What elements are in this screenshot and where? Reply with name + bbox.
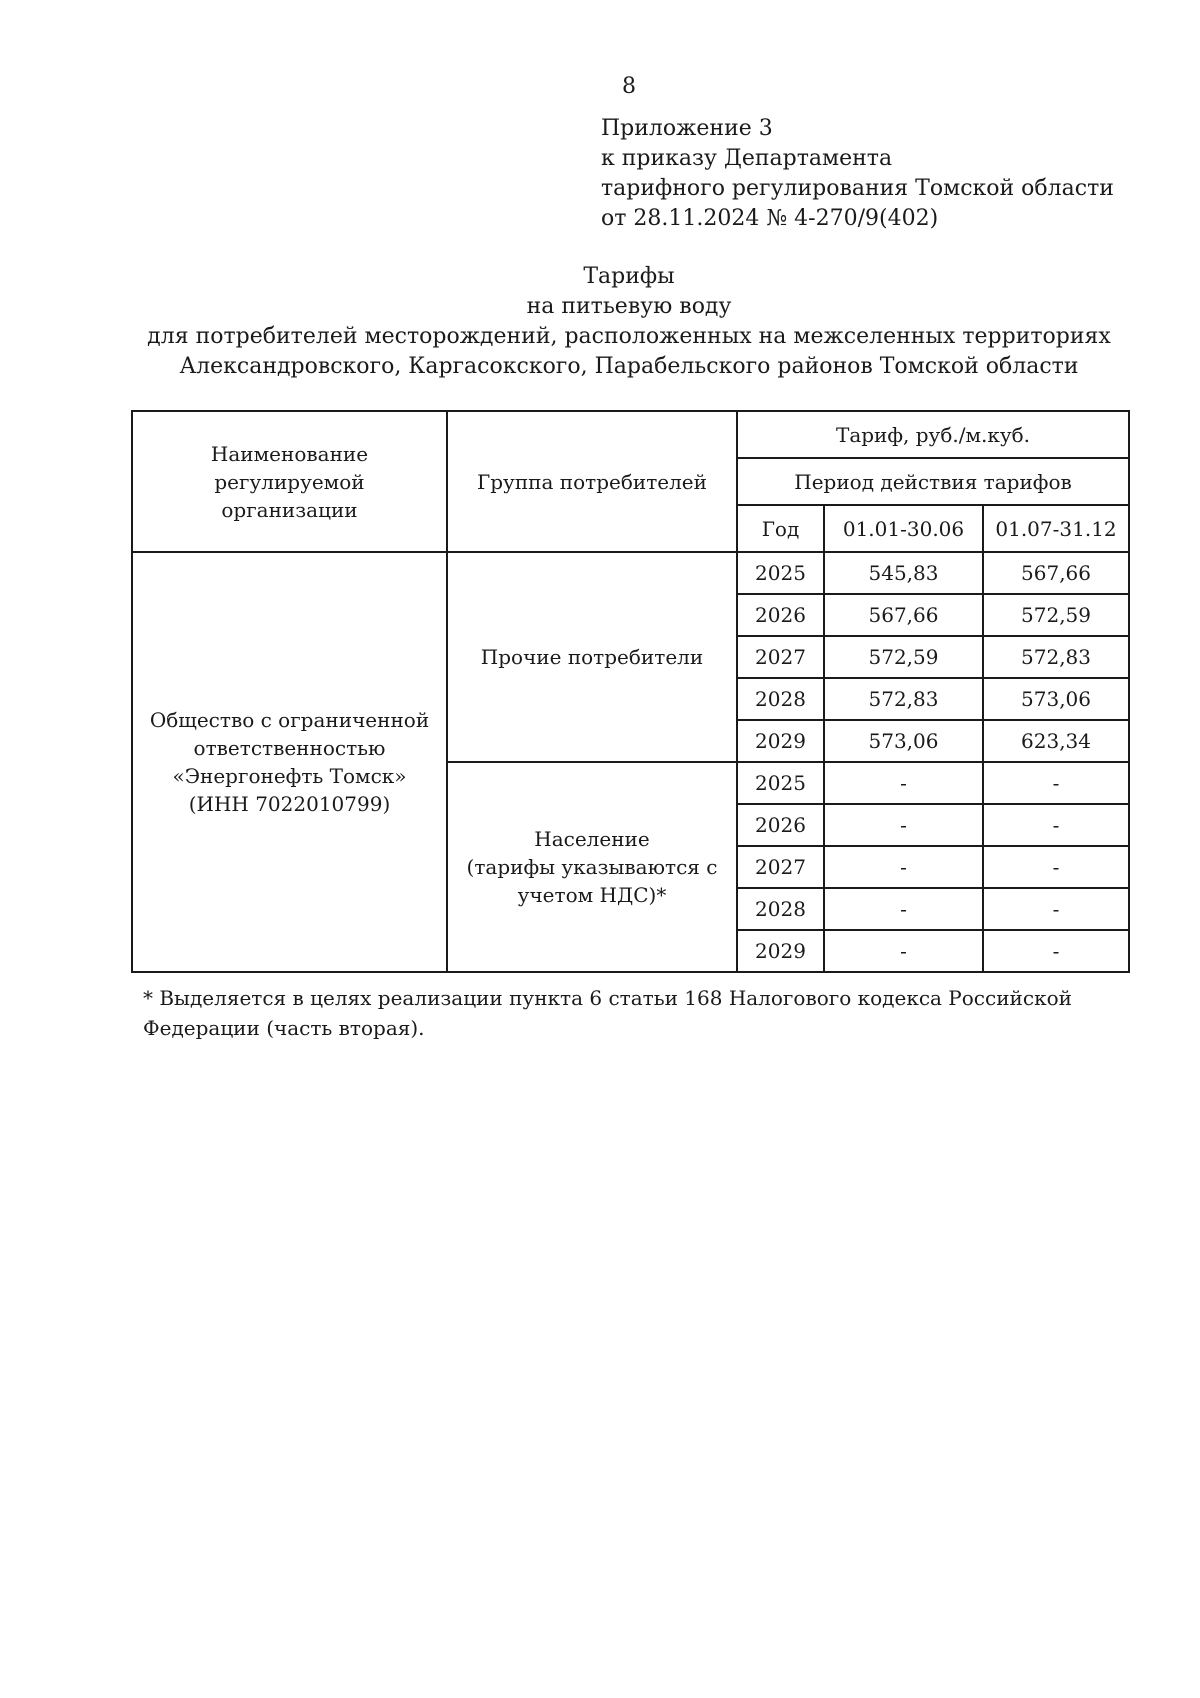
group-name: (тарифы указываются с bbox=[466, 855, 718, 879]
appendix-reference bbox=[601, 114, 1114, 234]
year-cell: 2029 bbox=[737, 930, 824, 972]
group-name: учетом НДС)* bbox=[517, 883, 667, 907]
group-name: Прочие потребители bbox=[480, 645, 704, 669]
tariff-second-half: - bbox=[983, 846, 1129, 888]
organization-line: (ИНН 7022010799) bbox=[188, 792, 391, 816]
year-cell: 2026 bbox=[737, 804, 824, 846]
group-population bbox=[447, 762, 737, 972]
tariff-second-half: - bbox=[983, 888, 1129, 930]
title-line: Тарифы bbox=[583, 264, 675, 289]
header-consumer-group: Группа потребителей bbox=[447, 411, 737, 552]
year-cell: 2028 bbox=[737, 678, 824, 720]
year-cell: 2027 bbox=[737, 636, 824, 678]
tariff-first-half: 572,83 bbox=[824, 678, 983, 720]
appendix-line: к приказу Департамента bbox=[601, 146, 893, 171]
appendix-line: тарифного регулирования Томской области bbox=[601, 176, 1114, 201]
organization-cell bbox=[132, 552, 447, 972]
footnote: * Выделяется в целях реализации пункта 6 статьи 168 Налогового кодекса Российской Федерации (часть вторая). bbox=[143, 986, 1072, 1040]
tariff-second-half: - bbox=[983, 804, 1129, 846]
tariff-second-half: 573,06 bbox=[983, 678, 1129, 720]
year-cell: 2027 bbox=[737, 846, 824, 888]
tariff-first-half: - bbox=[824, 804, 983, 846]
group-name: Население bbox=[534, 827, 650, 851]
title-line: для потребителей месторождений, расположенных на межселенных территориях bbox=[147, 324, 1111, 349]
appendix-line: Приложение 3 bbox=[601, 116, 773, 141]
header-tariff: Тариф, руб./м.куб. bbox=[737, 411, 1129, 458]
tariff-first-half: - bbox=[824, 762, 983, 804]
year-cell: 2028 bbox=[737, 888, 824, 930]
tariff-second-half: 567,66 bbox=[983, 552, 1129, 594]
tariff-first-half: - bbox=[824, 888, 983, 930]
year-cell: 2029 bbox=[737, 720, 824, 762]
organization-line: «Энергонефть Томск» bbox=[172, 764, 407, 788]
header-year: Год bbox=[737, 505, 824, 552]
appendix-line: от 28.11.2024 № 4-270/9(402) bbox=[601, 206, 939, 231]
tariff-second-half: 572,83 bbox=[983, 636, 1129, 678]
year-cell: 2026 bbox=[737, 594, 824, 636]
organization-line: Общество с ограниченной bbox=[149, 708, 430, 732]
tariff-first-half: 567,66 bbox=[824, 594, 983, 636]
header-row bbox=[132, 411, 1129, 458]
title-line: Александровского, Каргасокского, Парабельского районов Томской области bbox=[179, 354, 1079, 379]
tariff-second-half: 572,59 bbox=[983, 594, 1129, 636]
header-first-half: 01.01-30.06 bbox=[824, 505, 983, 552]
header-second-half: 01.07-31.12 bbox=[983, 505, 1129, 552]
table-row bbox=[132, 552, 1129, 594]
tariff-first-half: 572,59 bbox=[824, 636, 983, 678]
tariff-first-half: - bbox=[824, 930, 983, 972]
year-cell: 2025 bbox=[737, 762, 824, 804]
tariff-table bbox=[131, 410, 1130, 973]
header-period: Период действия тарифов bbox=[737, 458, 1129, 505]
document-title bbox=[0, 262, 1200, 382]
year-cell: 2025 bbox=[737, 552, 824, 594]
tariff-first-half: - bbox=[824, 846, 983, 888]
tariff-second-half: 623,34 bbox=[983, 720, 1129, 762]
organization-line: ответственностью bbox=[193, 736, 386, 760]
header-organization: Наименование регулируемой организации bbox=[132, 411, 447, 552]
tariff-first-half: 545,83 bbox=[824, 552, 983, 594]
title-line: на питьевую воду bbox=[526, 294, 732, 319]
tariff-first-half: 573,06 bbox=[824, 720, 983, 762]
page-number: 8 bbox=[622, 74, 636, 99]
tariff-second-half: - bbox=[983, 762, 1129, 804]
tariff-second-half: - bbox=[983, 930, 1129, 972]
group-other-consumers bbox=[447, 552, 737, 762]
